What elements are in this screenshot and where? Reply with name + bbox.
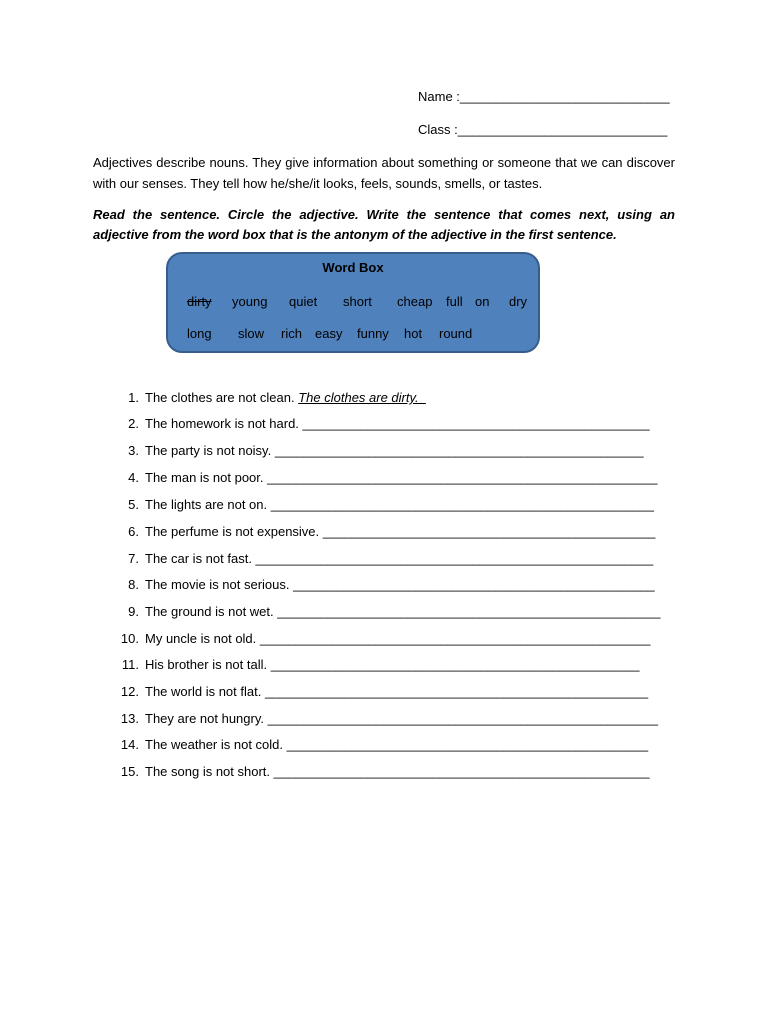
- word-box-word: rich: [281, 326, 302, 341]
- word-box-word: hot: [404, 326, 423, 341]
- item-sentence[interactable]: The world is not flat. _____________________________________________________: [145, 684, 649, 699]
- list-item: [112, 764, 650, 779]
- item-number: 12.: [120, 684, 139, 699]
- word-box-word: young: [232, 294, 268, 309]
- example-answer: The clothes are dirty._: [298, 390, 426, 405]
- word-box-word: short: [343, 294, 372, 309]
- item-number: 4.: [128, 470, 139, 485]
- word-box-word: full: [446, 294, 463, 309]
- item-sentence[interactable]: The weather is not cold. __________________________________________________: [145, 737, 649, 752]
- item-sentence[interactable]: The lights are not on. _____________________________________________________: [145, 497, 654, 512]
- item-sentence[interactable]: They are not hungry. ______________________________________________________: [145, 711, 659, 726]
- item-number: 9.: [128, 604, 139, 619]
- list-item: [112, 497, 654, 512]
- list-item: [112, 604, 660, 619]
- word-box-word: round: [439, 326, 473, 341]
- list-item: [112, 684, 648, 699]
- word-box-word: easy: [315, 326, 343, 341]
- list-item: [112, 711, 658, 726]
- instructions-paragraph: Read the sentence. Circle the adjective. Write the sentence that comes next, using an adjective from the word box that is the antonym of the adjective in the first sentence.: [93, 207, 675, 242]
- item-sentence[interactable]: The song is not short. ____________________________________________________: [145, 764, 650, 779]
- item-number: 14.: [120, 737, 139, 752]
- list-item: [112, 631, 650, 646]
- item-number: 15.: [120, 764, 139, 779]
- list-item: [112, 657, 639, 672]
- word-box-word: dirty: [187, 294, 212, 309]
- item-sentence: The clothes are not clean.: [145, 390, 295, 405]
- list-item: [112, 524, 655, 539]
- item-number: 5.: [128, 497, 139, 512]
- word-box-word: long: [187, 326, 212, 341]
- item-number: 11.: [121, 657, 139, 672]
- word-box-word: funny: [357, 326, 389, 341]
- item-number: 3.: [128, 443, 139, 458]
- item-number: 8.: [128, 577, 139, 592]
- word-box-word: slow: [238, 326, 265, 341]
- item-number: 2.: [128, 416, 139, 431]
- list-item: [112, 443, 644, 458]
- item-sentence[interactable]: The car is not fast. _______________________________________________________: [145, 551, 654, 566]
- name-field-label: Name :_____________________________: [418, 89, 670, 104]
- item-sentence[interactable]: The man is not poor. ______________________________________________________: [145, 470, 658, 485]
- word-box-word: on: [475, 294, 490, 309]
- list-item: [112, 737, 648, 752]
- word-box-word: dry: [509, 294, 528, 309]
- list-item: [112, 390, 426, 405]
- item-sentence[interactable]: The homework is not hard. ________________________________________________: [145, 416, 650, 431]
- intro-paragraph: Adjectives describe nouns. They give information about something or someone that we can discover with our senses. They tell how he/she/it looks, feels, sounds, smells, or tastes.: [93, 155, 675, 191]
- item-sentence[interactable]: His brother is not tall. ___________________________________________________: [145, 657, 640, 672]
- class-field-label: Class :_____________________________: [418, 122, 668, 137]
- list-item: [112, 416, 650, 431]
- item-sentence[interactable]: The party is not noisy. ___________________________________________________: [145, 443, 644, 458]
- item-sentence[interactable]: The perfume is not expensive. ______________________________________________: [145, 524, 656, 539]
- item-number: 13.: [120, 711, 139, 726]
- list-item: [112, 470, 658, 485]
- list-item: [112, 577, 655, 592]
- item-sentence[interactable]: The ground is not wet. _____________________________________________________: [145, 604, 661, 619]
- item-number: 10.: [120, 631, 139, 646]
- item-sentence[interactable]: The movie is not serious. __________________________________________________: [145, 577, 655, 592]
- word-box-word: cheap: [397, 294, 433, 309]
- word-box-title: Word Box: [322, 260, 384, 275]
- list-item: [112, 551, 653, 566]
- word-box: [166, 252, 540, 353]
- item-number: 1.: [128, 390, 139, 405]
- word-box-word: quiet: [289, 294, 318, 309]
- item-number: 6.: [128, 524, 139, 539]
- item-number: 7.: [128, 551, 139, 566]
- item-sentence[interactable]: My uncle is not old. ______________________________________________________: [145, 631, 651, 646]
